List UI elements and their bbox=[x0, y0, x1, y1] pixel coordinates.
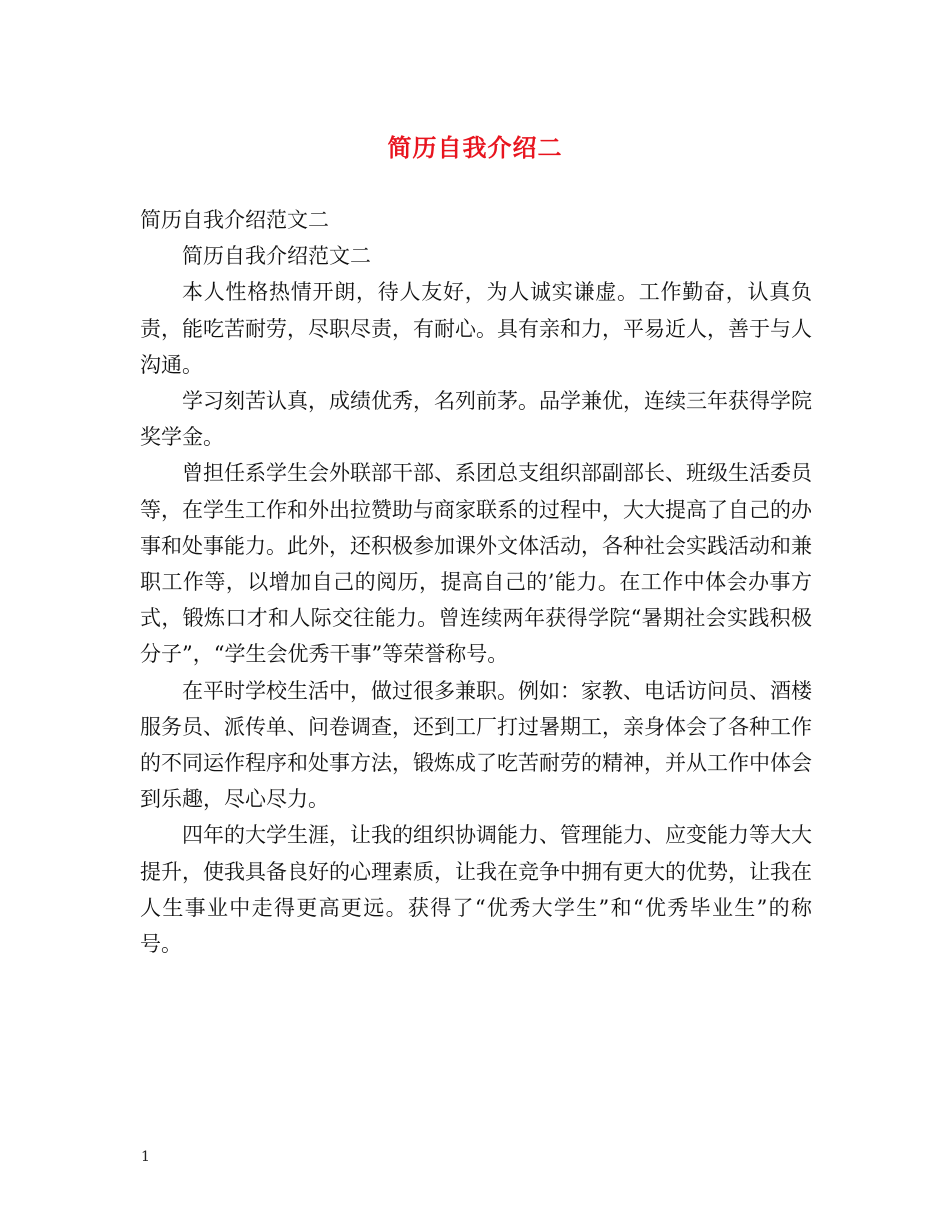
paragraph: 本人性格热情开朗，待人友好，为人诚实谦虚。工作勤奋，认真负责，能吃苦耐劳，尽职尽责，有耐心。具有亲和力，平易近人，善于与人沟通。 bbox=[140, 280, 812, 377]
page-number: 1 bbox=[141, 1149, 150, 1165]
document-body bbox=[140, 202, 812, 962]
paragraph: 在平时学校生活中，做过很多兼职。例如：家教、电话访问员、酒楼服务员、派传单、问卷调查，还到工厂打过暑期工，亲身体会了各种工作的不同运作程序和处事方法，锻炼成了吃苦耐劳的精神，并从工作中体会到乐趣，尽心尽力。 bbox=[140, 678, 812, 812]
paragraph: 曾担任系学生会外联部干部、系团总支组织部副部长、班级生活委员等，在学生工作和外出拉赞助与商家联系的过程中，大大提高了自己的办事和处事能力。此外，还积极参加课外文体活动，各种社会实践活动和兼职工作等，以增加自己的阅历，提高自己的’能力。在工作中体会办事方式，锻炼口才和人际交往能力。曾连续两年获得学院“暑期社会实践积极分子”，“学生会优秀干事”等荣誉称号。 bbox=[140, 461, 812, 667]
document-subtitle: 简历自我介绍范文二 bbox=[140, 208, 329, 232]
paragraph: 四年的大学生涯，让我的组织协调能力、管理能力、应变能力等大大提升，使我具备良好的心理素质，让我在竞争中拥有更大的优势，让我在人生事业中走得更高更远。获得了“优秀大学生”和“优秀毕业生”的称号。 bbox=[140, 823, 812, 957]
paragraph: 简历自我介绍范文二 bbox=[182, 244, 371, 269]
document-title: 简历自我介绍二 bbox=[387, 133, 563, 162]
paragraph: 学习刻苦认真，成绩优秀，名列前茅。品学兼优，连续三年获得学院奖学金。 bbox=[140, 389, 812, 450]
